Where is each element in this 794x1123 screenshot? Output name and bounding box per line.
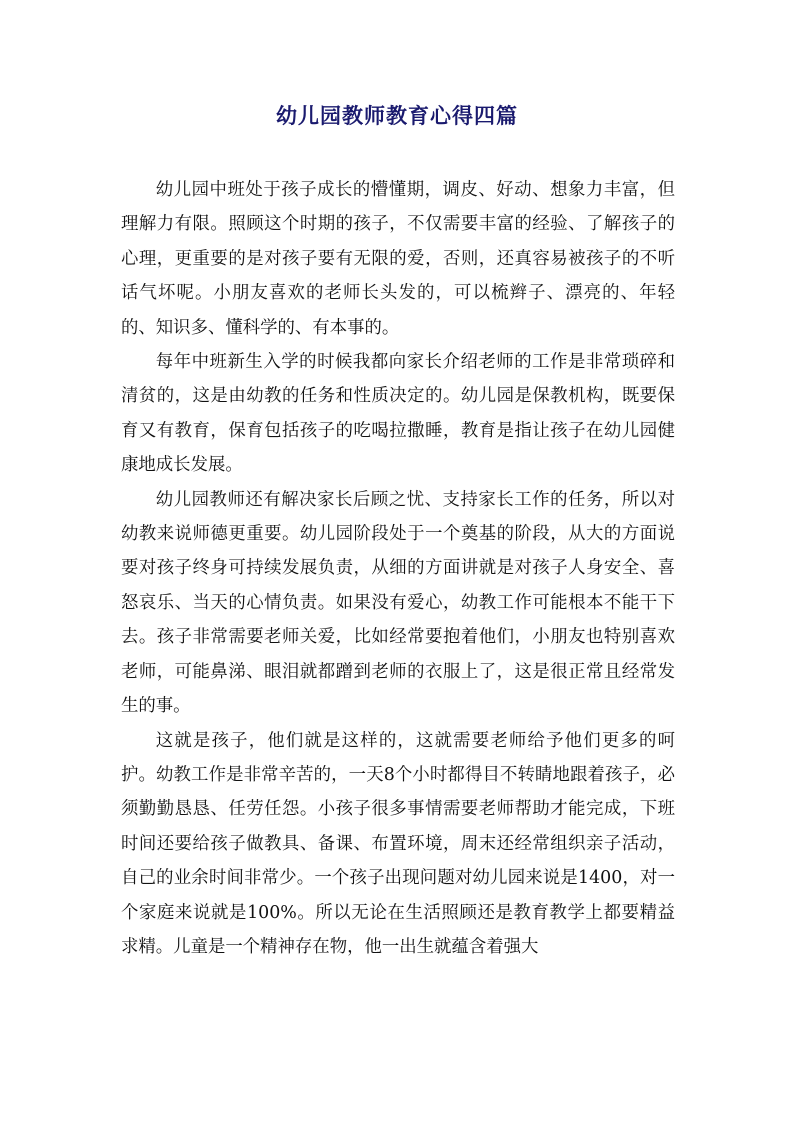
document-title: 幼儿园教师教育心得四篇 xyxy=(276,103,518,128)
paragraph-2: 每年中班新生入学的时候我都向家长介绍老师的工作是非常琐碎和清贫的，这是由幼教的任务和性质决定的。幼儿园是保教机构，既要保育又有教育，保育包括孩子的吃喝拉撒睡，教育是指让孩子在幼儿园健康地成长发展。 xyxy=(121,352,675,476)
document-body xyxy=(121,173,675,964)
paragraph-4: 这就是孩子，他们就是这样的，这就需要老师给予他们更多的呵护。幼教工作是非常辛苦的，一天8个小时都得目不转睛地跟着孩子，必须勤勤恳恳、任劳任怨。小孩子很多事情需要老师帮助才能完成，下班时间还要给孩子做教具、备课、布置环境，周末还经常组织亲子活动，自己的业余时间非常少。一个孩子出现问题对幼儿园来说是1400，对一个家庭来说就是100%。所以无论在生活照顾还是教育教学上都要精益求精。儿童是一个精神存在物，他一出生就蕴含着强大 xyxy=(121,730,675,957)
paragraph-1: 幼儿园中班处于孩子成长的懵懂期，调皮、好动、想象力丰富，但理解力有限。照顾这个时期的孩子，不仅需要丰富的经验、了解孩子的心理，更重要的是对孩子要有无限的爱，否则，还真容易被孩子的不听话气坏呢。小朋友喜欢的老师长头发的，可以梳辫子、漂亮的、年轻的、知识多、懂科学的、有本事的。 xyxy=(121,180,675,338)
paragraph-3: 幼儿园教师还有解决家长后顾之忧、支持家长工作的任务，所以对幼教来说师德更重要。幼儿园阶段处于一个奠基的阶段，从大的方面说要对孩子终身可持续发展负责，从细的方面讲就是对孩子人身安全、喜怒哀乐、当天的心情负责。如果没有爱心，幼教工作可能根本不能干下去。孩子非常需要老师关爱，比如经常要抱着他们，小朋友也特别喜欢老师，可能鼻涕、眼泪就都蹭到老师的衣服上了，这是很正常且经常发生的事。 xyxy=(121,489,675,717)
